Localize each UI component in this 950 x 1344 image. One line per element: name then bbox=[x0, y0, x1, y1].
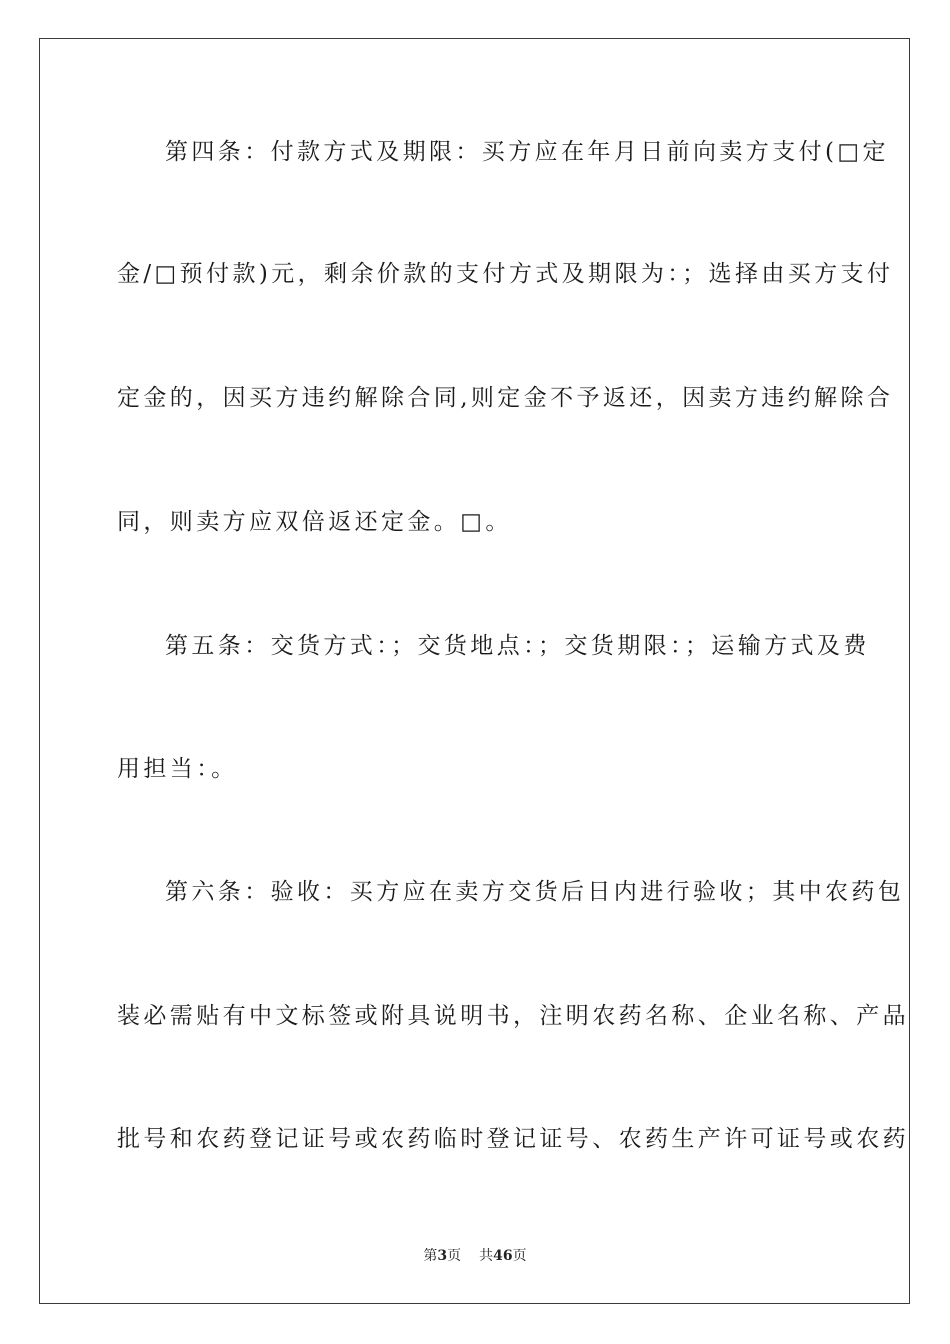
footer-total-prefix: 共 bbox=[479, 1248, 494, 1264]
page-footer bbox=[0, 1247, 950, 1265]
footer-page-number: 3 bbox=[437, 1248, 448, 1264]
paragraph-line: 定金的，因买方违约解除合同,则定金不予返还，因卖方违约解除合 bbox=[117, 385, 894, 411]
paragraph-line: 金/□预付款)元，剩余价款的支付方式及期限为：；选择由买方支付 bbox=[117, 261, 894, 287]
paragraph-line: 装必需贴有中文标签或附具说明书，注明农药名称、企业名称、产品 bbox=[117, 1003, 909, 1029]
paragraph-line: 批号和农药登记证号或农药临时登记证号、农药生产许可证号或农药 bbox=[117, 1126, 909, 1152]
page-border bbox=[39, 38, 910, 1304]
paragraph-line: 第五条：交货方式：；交货地点：；交货期限：；运输方式及费 bbox=[165, 633, 870, 659]
paragraph-line: 用担当：。 bbox=[117, 756, 238, 782]
footer-page-prefix: 第 bbox=[423, 1248, 438, 1264]
footer-page-suffix: 页 bbox=[447, 1248, 462, 1264]
footer-total-pages: 46 bbox=[493, 1248, 513, 1264]
paragraph-line: 同，则卖方应双倍返还定金。□。 bbox=[117, 509, 512, 535]
paragraph-line: 第六条：验收：买方应在卖方交货后日内进行验收；其中农药包 bbox=[165, 879, 905, 905]
footer-total-suffix: 页 bbox=[512, 1248, 527, 1264]
paragraph-line: 第四条：付款方式及期限：买方应在年月日前向卖方支付(□定 bbox=[165, 139, 889, 165]
